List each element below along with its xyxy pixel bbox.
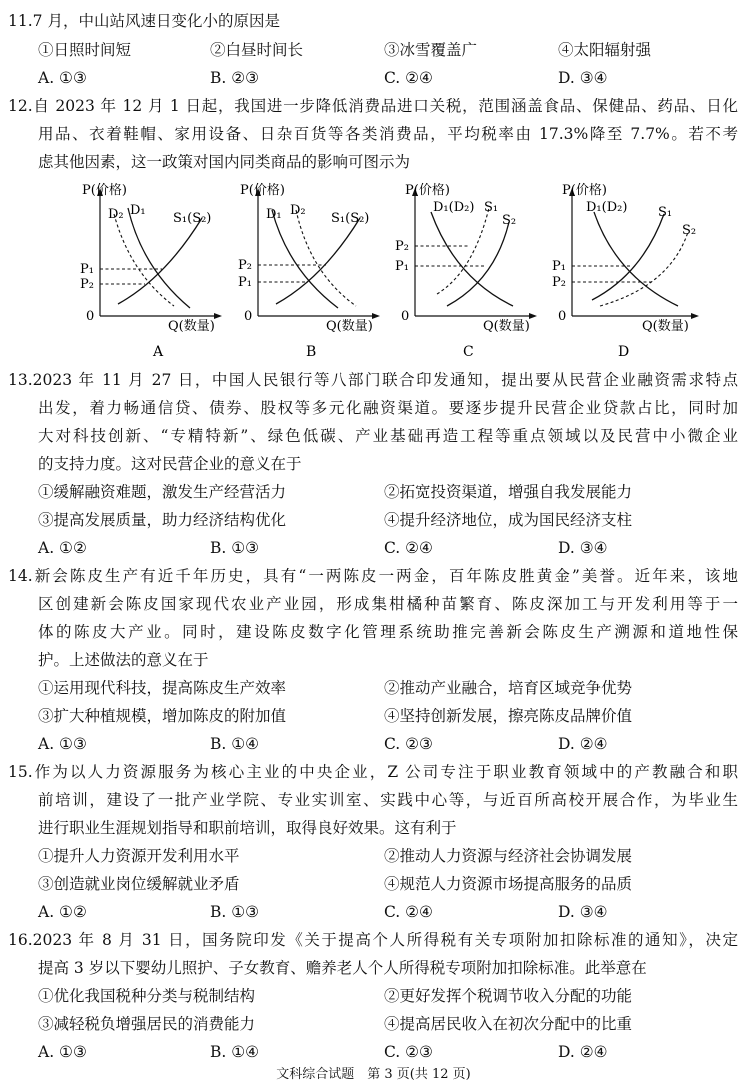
statement-1: ①运用现代科技，提高陈皮生产效率 [38,679,287,697]
choice-a: A. ①② [38,903,87,921]
price-label: P₂ [552,275,566,290]
curve-s1s2 [118,218,202,304]
choice-d: D. ③④ [558,539,608,557]
curve-label: S₁ [658,205,673,220]
curve-label: D₁(D₂) [433,200,475,215]
graph-option-label: A [153,344,164,358]
choice-a: A. ①③ [38,69,87,87]
price-label: P₂ [238,258,252,273]
choice-c: C. ②③ [384,735,433,753]
curve-label: D₂ [290,203,306,218]
statement-3: ③扩大种植规模，增加陈皮的附加值 [38,707,287,725]
choice-b: B. ①④ [210,735,260,753]
question-stem-line-2: 出发，着力畅通信贷、债券、股权等多元化融资渠道。要逐步提升民营企业贷款占比，同时加 [38,399,738,417]
statement-4: ④太阳辐射强 [558,41,652,59]
graph-a [70,178,230,358]
statement-2: ②拓宽投资渠道，增强自我发展能力 [384,483,633,501]
curve-label: S₁(S₂) [331,211,370,226]
question-stem-line-3: 虑其他因素，这一政策对国内同类商品的影响可图示为 [38,153,411,171]
curve-label: D₁ [266,207,282,222]
statement-1: ①缓解融资难题，激发生产经营活力 [38,483,287,501]
question-stem-line-4: 的支持力度。这对民营企业的意义在于 [38,455,302,473]
statement-2: ②更好发挥个税调节收入分配的功能 [384,987,633,1005]
statement-2: ②推动人力资源与经济社会协调发展 [384,847,633,865]
curve-label: S₁(S₂) [173,211,212,226]
question-stem-line-1: 12.自 2023 年 12 月 1 日起，我国进一步降低消费品进口关税，范围涵盖食品、保健品、药品、日化 [8,97,738,115]
question-stem-line-1: 14.新会陈皮生产有近千年历史，具有“一两陈皮一两金，百年陈皮胜黄金”美誉。近年来，该地 [8,567,738,585]
x-axis-arrow [529,313,537,319]
curve-label: S₁ [484,200,499,215]
choice-a: A. ①③ [38,1043,87,1061]
page-footer: 文科综合试题 第 3 页(共 12 页) [276,1067,471,1082]
statement-2: ②白昼时间长 [210,41,304,59]
statement-4: ④坚持创新发展，擦亮陈皮品牌价值 [384,707,633,725]
graph-option-label: D [618,344,630,358]
statement-3: ③提高发展质量，助力经济结构优化 [38,511,287,529]
statement-1: ①优化我国税种分类与税制结构 [38,987,256,1005]
graph-option-label: B [306,344,317,358]
choice-b: B. ②③ [210,69,260,87]
choice-c: C. ②③ [384,1043,433,1061]
question-stem-line-4: 护。上述做法的意义在于 [38,651,209,669]
curve-s2 [600,232,688,306]
curve-s2 [447,222,509,306]
statement-3: ③冰雪覆盖广 [384,41,478,59]
question-stem-line-1: 15.作为以人力资源服务为核心主业的中央企业，Z 公司专注于职业教育领域中的产教融合和职 [8,763,738,781]
question-stem-line-1: 13.2023 年 11 月 27 日，中国人民银行等八部门联合印发通知，提出要从民营企业融资需求特点 [8,371,738,389]
curve-label: D₁(D₂) [586,200,628,215]
price-label: P₂ [80,277,94,292]
choice-c: C. ②④ [384,903,433,921]
y-axis-label: P(价格) [562,183,607,198]
x-axis-label: Q(数量) [642,319,689,334]
choice-d: D. ③④ [558,903,608,921]
graph-option-label: C [463,344,474,358]
curve-d1 [272,210,338,308]
choice-b: B. ①③ [210,903,260,921]
curve-label: D₁ [130,203,146,218]
statement-4: ④规范人力资源市场提高服务的品质 [384,875,633,893]
origin-label: 0 [244,309,253,324]
question-stem-line-3: 大对科技创新、“专精特新”、绿色低碳、产业基础再造工程等重点领域以及民营中小微企业 [38,427,738,445]
choice-c: C. ②④ [384,69,433,87]
choice-b: B. ①③ [210,539,260,557]
statement-4: ④提高居民收入在初次分配中的比重 [384,1015,633,1033]
statement-4: ④提升经济地位，成为国民经济支柱 [384,511,633,529]
statement-2: ②推动产业融合，培育区域竞争优势 [384,679,633,697]
choice-d: D. ②④ [558,735,608,753]
choice-c: C. ②④ [384,539,433,557]
x-axis-label: Q(数量) [326,319,373,334]
origin-label: 0 [558,309,567,324]
curve-label: S₂ [682,223,697,238]
price-label: P₁ [395,259,409,274]
choice-a: A. ①③ [38,735,87,753]
choice-d: D. ③④ [558,69,608,87]
curve-label: D₂ [108,207,124,222]
question-stem: 11.7 月，中山站风速日变化小的原因是 [8,12,280,30]
choice-d: D. ②④ [558,1043,608,1061]
x-axis-label: Q(数量) [483,319,530,334]
question-stem-line-2: 提高 3 岁以下婴幼儿照护、子女教育、赡养老人个人所得税专项附加扣除标准。此举意在 [38,959,647,977]
x-axis-arrow [372,313,380,319]
y-axis-label: P(价格) [240,183,285,198]
statement-3: ③减轻税负增强居民的消费能力 [38,1015,256,1033]
statement-1: ①提升人力资源开发利用水平 [38,847,240,865]
statement-1: ①日照时间短 [38,41,132,59]
x-axis-arrow [214,313,222,319]
question-stem-line-2: 前培训，建设了一批产业学院、专业实训室、实践中心等，与近百所高校开展合作，为毕业生 [38,791,738,809]
curve-label: S₂ [502,213,517,228]
question-stem-line-3: 进行职业生涯规划指导和职前培训，取得良好效果。这有利于 [38,819,457,837]
curve-s1 [592,214,664,300]
price-label: P₁ [80,262,94,277]
curve-d1d2 [431,212,513,306]
curve-s1 [437,208,489,294]
price-label: P₂ [395,239,409,254]
question-stem-line-2: 用品、衣着鞋帽、家用设备、日杂百货等各类消费品，平均税率由 17.3%降至 7.7%。若不考 [38,125,738,143]
price-label: P₁ [552,259,566,274]
curve-d2 [114,214,174,306]
question-stem-line-2: 区创建新会陈皮国家现代农业产业园，形成集柑橘种苗繁育、陈皮深加工与开发利用等于一 [38,595,738,613]
x-axis-label: Q(数量) [168,319,215,334]
question-stem-line-1: 16.2023 年 8 月 31 日，国务院印发《关于提高个人所得税有关专项附加扣除标准的通知》，决定 [8,931,738,949]
statement-3: ③创造就业岗位缓解就业矛盾 [38,875,240,893]
x-axis-arrow [691,313,699,319]
y-axis-label: P(价格) [405,183,450,198]
origin-label: 0 [401,309,410,324]
question-stem-line-3: 体的陈皮大产业。同时，建设陈皮数字化管理系统助推完善新会陈皮生产溯源和道地性保 [38,623,738,641]
choice-a: A. ①② [38,539,87,557]
price-label: P₁ [238,275,252,290]
graph-d [542,178,722,358]
choice-b: B. ①④ [210,1043,260,1061]
graph-c [385,178,545,358]
y-axis-label: P(价格) [82,183,127,198]
graph-b [228,178,388,358]
origin-label: 0 [86,309,95,324]
